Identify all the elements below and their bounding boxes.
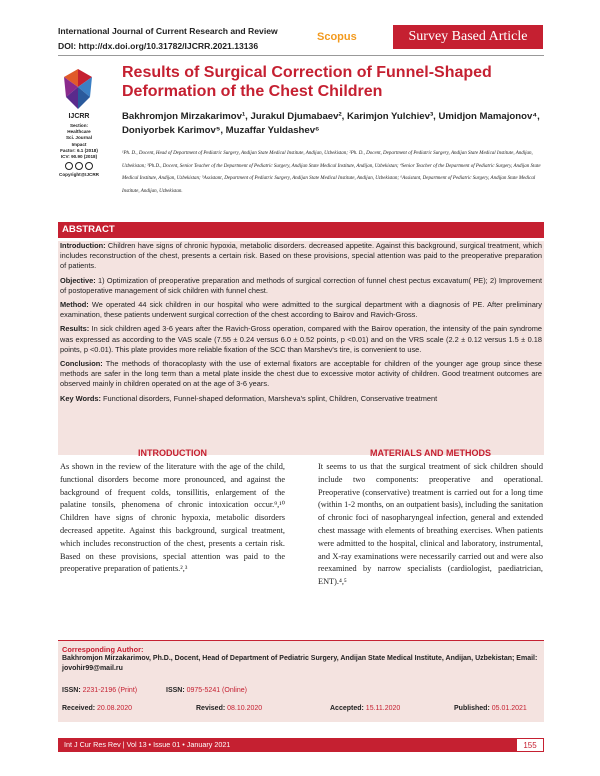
journal-name: International Journal of Current Research and Review xyxy=(58,26,278,36)
abstract-objective: Objective: 1) Optimization of preoperative preparation and methods of surgical correction of funnel chest pectus excavatum( PE); 2) Improvement of postoperative management of sick children with funnel chest. xyxy=(60,275,542,295)
abstract-method: Method: We operated 44 sick children in our hospital who were admitted to the surgical department with a diagnosis of PE. After preliminary examination, these patients underwent surgical correction of the chest according to Bairov and Ravich-Gross. xyxy=(60,300,542,320)
article-title: Results of Surgical Correction of Funnel-Shaped Deformation of the Chest Children xyxy=(122,64,492,100)
abstract-keywords: Key Words: Functional disorders, Funnel-shaped deformation, Marsheva's splint, Children, Conservative treatment xyxy=(60,393,438,403)
abstract-body xyxy=(58,241,544,455)
by-icon xyxy=(75,162,83,170)
cc-icon xyxy=(65,162,73,170)
page-footer: Int J Cur Res Rev | Vol 13 • Issue 01 • January 2021 xyxy=(58,738,544,752)
corr-text: Bakhromjon Mirzakarimov, Ph.D., Docent, Head of Department of Pediatric Surgery, Andijan State Medical Institute, Andijan, Uzbekistan; Email: jovohir99@mail.ru xyxy=(62,655,538,672)
issn-online: ISSN: 0975-5241 (Online) xyxy=(166,687,247,694)
published-date: Published: 05.01.2021 xyxy=(454,705,527,712)
abstract-conclusion: Conclusion: The methods of thoracoplasty with the use of external fixators are acceptable for children of the younger age group since these methods are safer in the long term than a metal plate inside the chest due to excessive motor activity of children. Good treatment outcomes are observed mainly in children operated on at the age of 3-6 years. xyxy=(60,359,542,389)
abstract-intro: Introduction: Children have signs of chronic hypoxia, metabolic disorders. decreased appetite. Against this background, surgical treatment, which includes reconstruction of the chest, presents a certain risk. Based on these provisions, special attention was paid to the preoperative preparation of patients. xyxy=(60,241,542,271)
copyright-line: Copyright@IJCRR xyxy=(59,172,99,178)
issn-print: ISSN: 2231-2196 (Print) xyxy=(62,687,138,694)
page-number: 155 xyxy=(516,738,544,752)
journal-metrics xyxy=(58,123,100,178)
metric-line: Sci. Journal Impact xyxy=(65,135,93,147)
license-icons xyxy=(58,162,100,170)
author-list: Bakhromjon Mirzakarimov¹, Jurakul Djumabaev², Karimjon Yulchiev³, Umidjon Mamajonov⁴, Doniyorbek Karimov⁵, Muzaffar Yuldashev⁶ xyxy=(122,111,540,136)
header-divider xyxy=(58,55,544,56)
received-date: Received: 20.08.2020 xyxy=(62,705,133,712)
logo-text: IJCRR xyxy=(68,113,90,120)
scopus-label: Scopus xyxy=(317,31,357,43)
doi-link[interactable]: DOI: http://dx.doi.org/10.31782/IJCRR.2021.13136 xyxy=(58,41,259,51)
metric-line: Section: Healthcare xyxy=(67,123,91,135)
corr-heading: Corresponding Author: xyxy=(62,645,144,654)
corresponding-author-box xyxy=(58,640,544,722)
methods-heading: MATERIALS AND METHODS xyxy=(370,448,491,458)
accepted-date: Accepted: 15.11.2020 xyxy=(330,705,401,712)
intro-heading: INTRODUCTION xyxy=(138,448,207,458)
revised-date: Revised: 08.10.2020 xyxy=(196,705,263,712)
methods-text: It seems to us that the surgical treatment of sick children should include two components: preoperative and operational. Preoperative (conservative) treatment is carried out for a long time (within 1-2 months, on an outpatient basis), including the sanitation of chronic foci of nasopharyngeal infection, general and extended chest massage with elements of breathing exercises. When patients were admitted to the hospital, clinical and laboratory, instrumental, and X-ray examinations were necessarily carried out and were also reexamined by narrow specialists (cardiologist, paediatrician, ENT).⁴,⁵ xyxy=(318,462,543,587)
intro-text: As shown in the review of the literature with the age of the child, functional disorders become more pronounced, and against the background of frequent colds, tonsillitis, enlargement of the palatine tonsils, phenomena of chronic intoxication occur.⁹,¹⁰ Children have signs of chronic hypoxia, metabolic disorders decreased appetite. Against this background, surgical treatment, which includes reconstruction of the chest, presents a certain risk. Based on these provisions, special attention was paid to the preoperative preparation of patients.²,³ xyxy=(60,462,285,574)
abstract-results: Results: In sick children aged 3-6 years after the Ravich-Gross operation, compared with the Bairov operation, the intensity of the pain syndrome was expressed as according to the VAS scale (7.55 ± 0.24 versus 6.0 ± 0.52 points, p <0.01) and on the VRS scale (2.2 ± 0.12 versus 1.5 ± 0.18 points, p <0.01). This plate provides more reliable fixation of the SCC than Marshev's tire, is convenient to use. xyxy=(60,324,542,354)
ijcrr-logo-icon xyxy=(58,67,98,112)
affiliations: ¹Ph. D., Docent, Head of Department of Pediatric Surgery, Andijan State Medical Institute, Andijan, Uzbekistan; ²Ph. D., Docent, Department of Pediatric Surgery, Andijan State Medical Institute, Andijan, Uzbekistan; ³Ph.D., Docent, Senior Teacher of the Department of Pediatric Surgery, Andijan State Medical Institute, Andijan, Uzbekistan; ⁴Senior Teacher of the Department of Pediatric Surgery, Andijan State Medical Institute, Andijan, Uzbekistan; ⁵Assistant, Department of Pediatric Surgery, Andijan State Medical Institute, Andijan, Uzbekistan; ⁶Assistant, Department of Pediatric Surgery, Andijan State Medical Institute, Andijan, Uzbekistan. xyxy=(122,151,541,194)
nc-icon xyxy=(85,162,93,170)
article-type-badge: Survey Based Article xyxy=(393,25,543,49)
metric-line: ICV: 90.90 (2018) xyxy=(60,154,98,160)
abstract-heading: ABSTRACT xyxy=(58,222,544,238)
metric-line: Factor: 6.1 (2018) xyxy=(60,147,98,153)
